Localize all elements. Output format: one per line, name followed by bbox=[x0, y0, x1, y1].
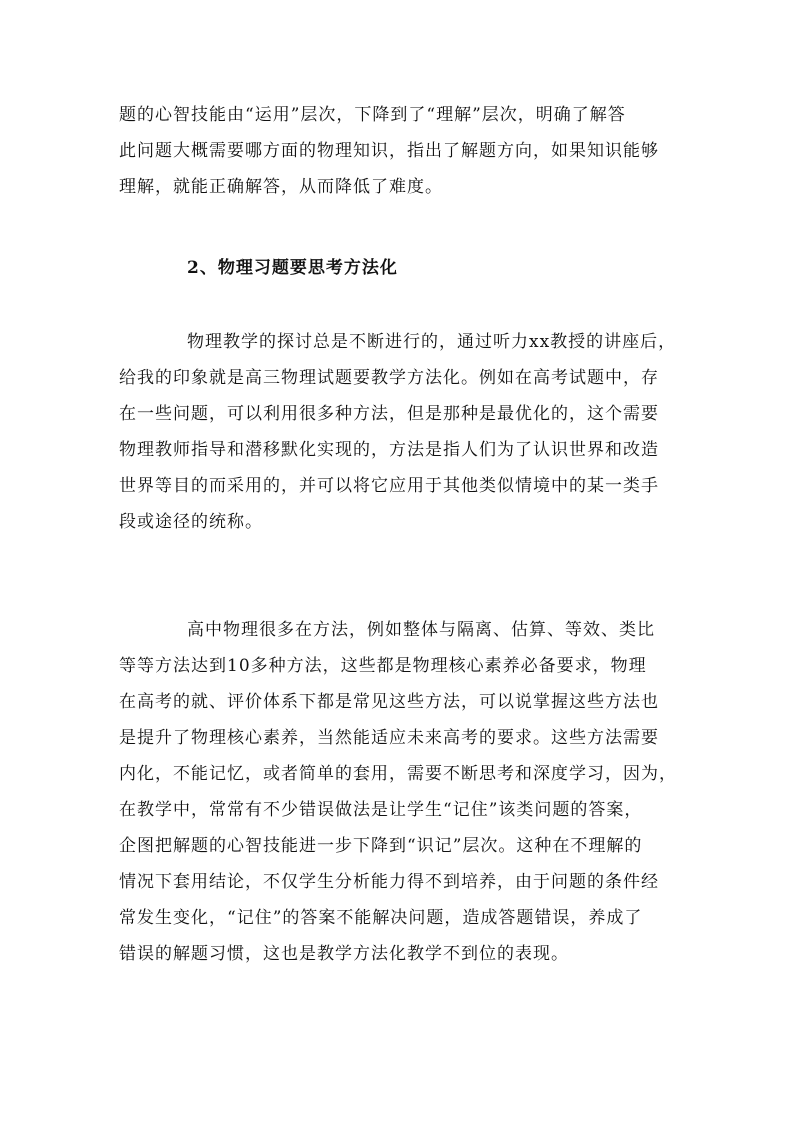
paragraph-methods-detail bbox=[119, 612, 687, 972]
text-line: 段或途径的统称。 bbox=[119, 512, 263, 532]
text-line: 内化，不能记忆，或者简单的套用，需要不断思考和深度学习，因为， bbox=[119, 764, 677, 784]
text-line: 在教学中，常常有不少错误做法是让学生“记住”该类问题的答案， bbox=[119, 800, 643, 820]
text-line: 物理教师指导和潜移默化实现的，方法是指人们为了认识世界和改造 bbox=[119, 440, 659, 460]
text-line: 情况下套用结论，不仅学生分析能力得不到培养，由于问题的条件经 bbox=[119, 872, 659, 892]
text-line: 错误的解题习惯，这也是教学方法化教学不到位的表现。 bbox=[119, 944, 569, 964]
paragraph-methods-intro bbox=[119, 324, 687, 540]
text-line: 在高考的就、评价体系下都是常见这些方法，可以说掌握这些方法也 bbox=[119, 692, 659, 712]
text-line: 企图把解题的心智技能进一步下降到“识记”层次。这种在不理解的 bbox=[119, 836, 643, 856]
section-heading: 2、物理习题要思考方法化 bbox=[187, 258, 398, 278]
text-line: 在一些问题，可以利用很多种方法，但是那种是最优化的，这个需要 bbox=[119, 404, 659, 424]
intro-paragraph bbox=[119, 97, 687, 205]
text-line: 世界等目的而采用的，并可以将它应用于其他类似情境中的某一类手 bbox=[119, 476, 659, 496]
text-line: 常发生变化，“记住”的答案不能解决问题，造成答题错误，养成了 bbox=[119, 908, 643, 928]
text-line: 理解，就能正确解答，从而降低了难度。 bbox=[119, 177, 443, 197]
text-line: 题的心智技能由“运用”层次，下降到了“理解”层次，明确了解答 bbox=[119, 105, 626, 125]
text-line: 给我的印象就是高三物理试题要教学方法化。例如在高考试题中，存 bbox=[119, 368, 659, 388]
text-line: 此问题大概需要哪方面的物理知识，指出了解题方向，如果知识能够 bbox=[119, 141, 659, 161]
text-line: 物理教学的探讨总是不断进行的，通过听力xx教授的讲座后， bbox=[187, 332, 677, 352]
text-line: 高中物理很多在方法，例如整体与隔离、估算、等效、类比 bbox=[187, 620, 655, 640]
text-line: 等等方法达到10多种方法，这些都是物理核心素养必备要求，物理 bbox=[119, 656, 647, 676]
text-line: 是提升了物理核心素养，当然能适应未来高考的要求。这些方法需要 bbox=[119, 728, 659, 748]
